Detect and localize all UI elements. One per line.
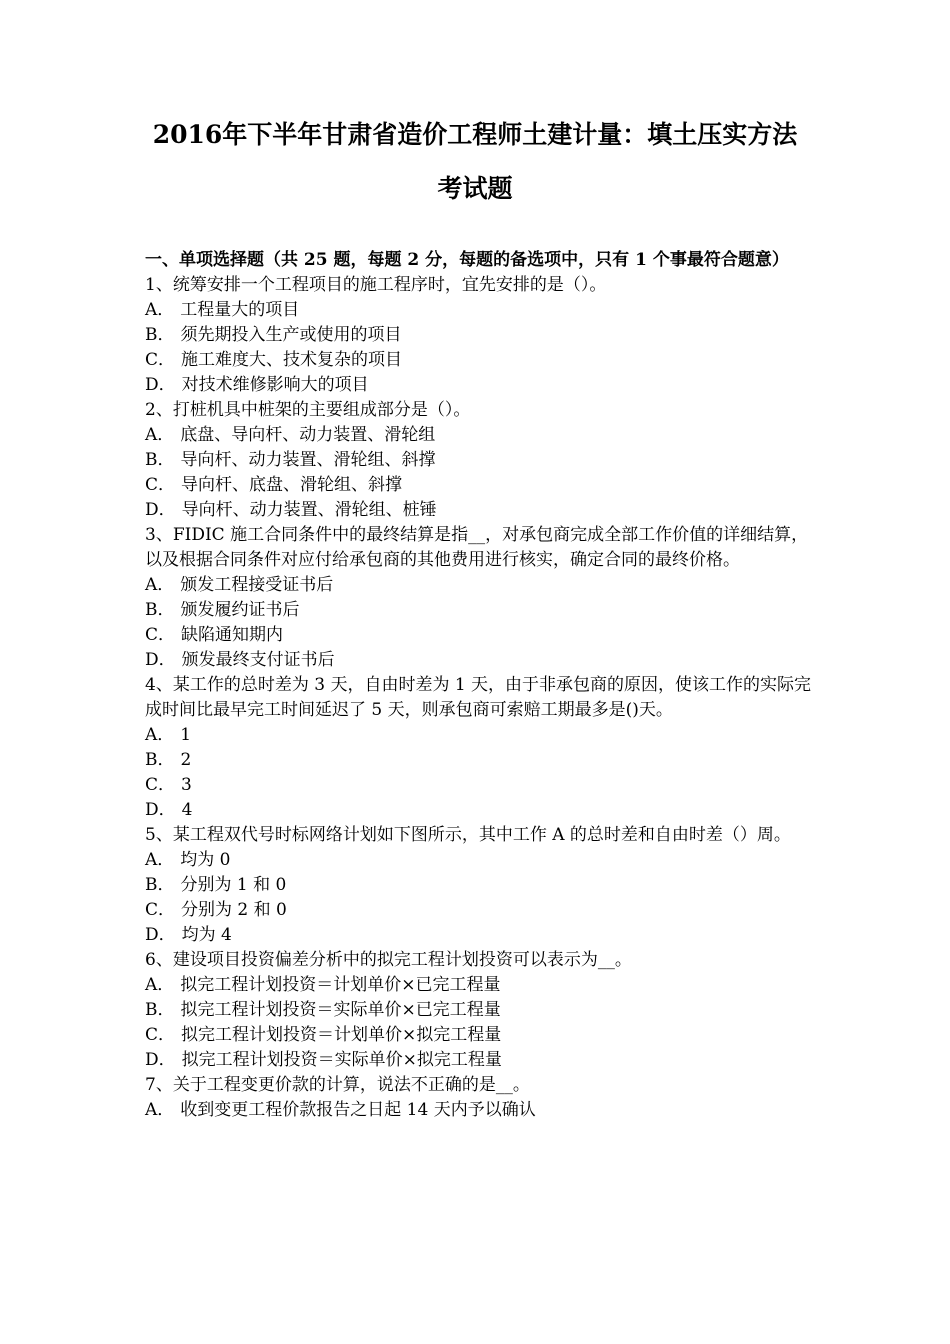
option-label: D． (145, 500, 176, 520)
option-text: 拟完工程计划投资＝计划单价×已完工程量 (180, 975, 501, 995)
option-label: A． (145, 1100, 175, 1120)
option-label: C． (145, 775, 176, 795)
option-label: B． (145, 600, 175, 620)
option-b (145, 598, 815, 623)
option-b (145, 323, 815, 348)
option-label: D． (145, 925, 176, 945)
option-text: 导向杆、动力装置、滑轮组、斜撑 (180, 450, 436, 470)
option-d (145, 798, 815, 823)
option-label: A． (145, 975, 175, 995)
question-block (145, 523, 815, 673)
option-a (145, 848, 815, 873)
option-label: C． (145, 475, 176, 495)
option-text: 均为 4 (181, 925, 232, 945)
option-b (145, 873, 815, 898)
option-label: C． (145, 625, 176, 645)
option-text: 收到变更工程价款报告之日起 14 天内予以确认 (180, 1100, 536, 1120)
question-text: 5、某工程双代号时标网络计划如下图所示，其中工作 A 的总时差和自由时差（）周。 (145, 825, 791, 845)
option-text: 1 (180, 725, 192, 745)
option-d (145, 923, 815, 948)
option-label: B． (145, 450, 175, 470)
option-text: 颁发最终支付证书后 (181, 650, 335, 670)
option-label: C． (145, 350, 176, 370)
option-b (145, 748, 815, 773)
section-heading: 一、单项选择题（共 25 题，每题 2 分，每题的备选项中，只有 1 个事最符合题意） (145, 250, 789, 270)
option-label: D． (145, 650, 176, 670)
option-text: 缺陷通知期内 (181, 625, 284, 645)
option-d (145, 648, 815, 673)
option-text: 4 (181, 800, 193, 820)
option-text: 拟完工程计划投资＝计划单价×拟完工程量 (181, 1025, 502, 1045)
option-d (145, 498, 815, 523)
option-text: 拟完工程计划投资＝实际单价×已完工程量 (180, 1000, 501, 1020)
option-c (145, 898, 815, 923)
document-body (145, 248, 815, 1123)
option-text: 导向杆、底盘、滑轮组、斜撑 (181, 475, 403, 495)
option-text: 工程量大的项目 (180, 300, 300, 320)
option-b (145, 998, 815, 1023)
option-text: 对技术维修影响大的项目 (181, 375, 369, 395)
option-text: 颁发履约证书后 (180, 600, 300, 620)
option-label: B． (145, 750, 175, 770)
option-c (145, 348, 815, 373)
option-c (145, 773, 815, 798)
option-text: 分别为 2 和 0 (181, 900, 287, 920)
question-text: 6、建设项目投资偏差分析中的拟完工程计划投资可以表示为__。 (145, 950, 632, 970)
question-text: 7、关于工程变更价款的计算，说法不正确的是__。 (145, 1075, 530, 1095)
option-c (145, 473, 815, 498)
option-a (145, 973, 815, 998)
option-label: A． (145, 850, 175, 870)
question-block (145, 273, 815, 398)
option-label: D． (145, 800, 176, 820)
option-label: A． (145, 575, 175, 595)
option-a (145, 723, 815, 748)
option-text: 须先期投入生产或使用的项目 (180, 325, 402, 345)
option-text: 导向杆、动力装置、滑轮组、桩锤 (181, 500, 437, 520)
option-label: D． (145, 375, 176, 395)
option-d (145, 1048, 815, 1073)
question-text: 4、某工作的总时差为 3 天，自由时差为 1 天，由于非承包商的原因，使该工作的实际完成时间比最早完工时间延迟了 5 天，则承包商可索赔工期最多是()天。 (145, 675, 812, 720)
option-text: 均为 0 (180, 850, 231, 870)
option-a (145, 423, 815, 448)
option-a (145, 1098, 815, 1123)
option-text: 拟完工程计划投资＝实际单价×拟完工程量 (181, 1050, 502, 1070)
question-block (145, 673, 815, 823)
option-text: 2 (180, 750, 192, 770)
document-title-line-1: 2016年下半年甘肃省造价工程师土建计量：填土压实方法 (152, 120, 798, 149)
question-block (145, 398, 815, 523)
question-text: 1、统筹安排一个工程项目的施工程序时，宜先安排的是（）。 (145, 275, 607, 295)
option-a (145, 573, 815, 598)
question-block (145, 823, 815, 948)
question-block (145, 948, 815, 1073)
option-text: 分别为 1 和 0 (180, 875, 287, 895)
option-a (145, 298, 815, 323)
option-label: D． (145, 1050, 176, 1070)
option-label: A． (145, 725, 175, 745)
question-text: 2、打桩机具中桩架的主要组成部分是（）。 (145, 400, 471, 420)
question-block (145, 1073, 815, 1123)
option-label: B． (145, 325, 175, 345)
option-text: 施工难度大、技术复杂的项目 (181, 350, 403, 370)
option-d (145, 373, 815, 398)
option-c (145, 1023, 815, 1048)
question-text: 3、FIDIC 施工合同条件中的最终结算是指__，对承包商完成全部工作价值的详细结算，以及根据合同条件对应付给承包商的其他费用进行核实，确定合同的最终价格。 (145, 525, 809, 570)
option-label: C． (145, 900, 176, 920)
option-c (145, 623, 815, 648)
option-label: C． (145, 1025, 176, 1045)
option-label: A． (145, 425, 175, 445)
option-text: 颁发工程接受证书后 (180, 575, 334, 595)
option-label: B． (145, 1000, 175, 1020)
option-label: B． (145, 875, 175, 895)
document-title-line-2: 考试题 (437, 174, 513, 203)
option-label: A． (145, 300, 175, 320)
option-text: 3 (181, 775, 192, 795)
option-text: 底盘、导向杆、动力装置、滑轮组 (180, 425, 436, 445)
option-b (145, 448, 815, 473)
